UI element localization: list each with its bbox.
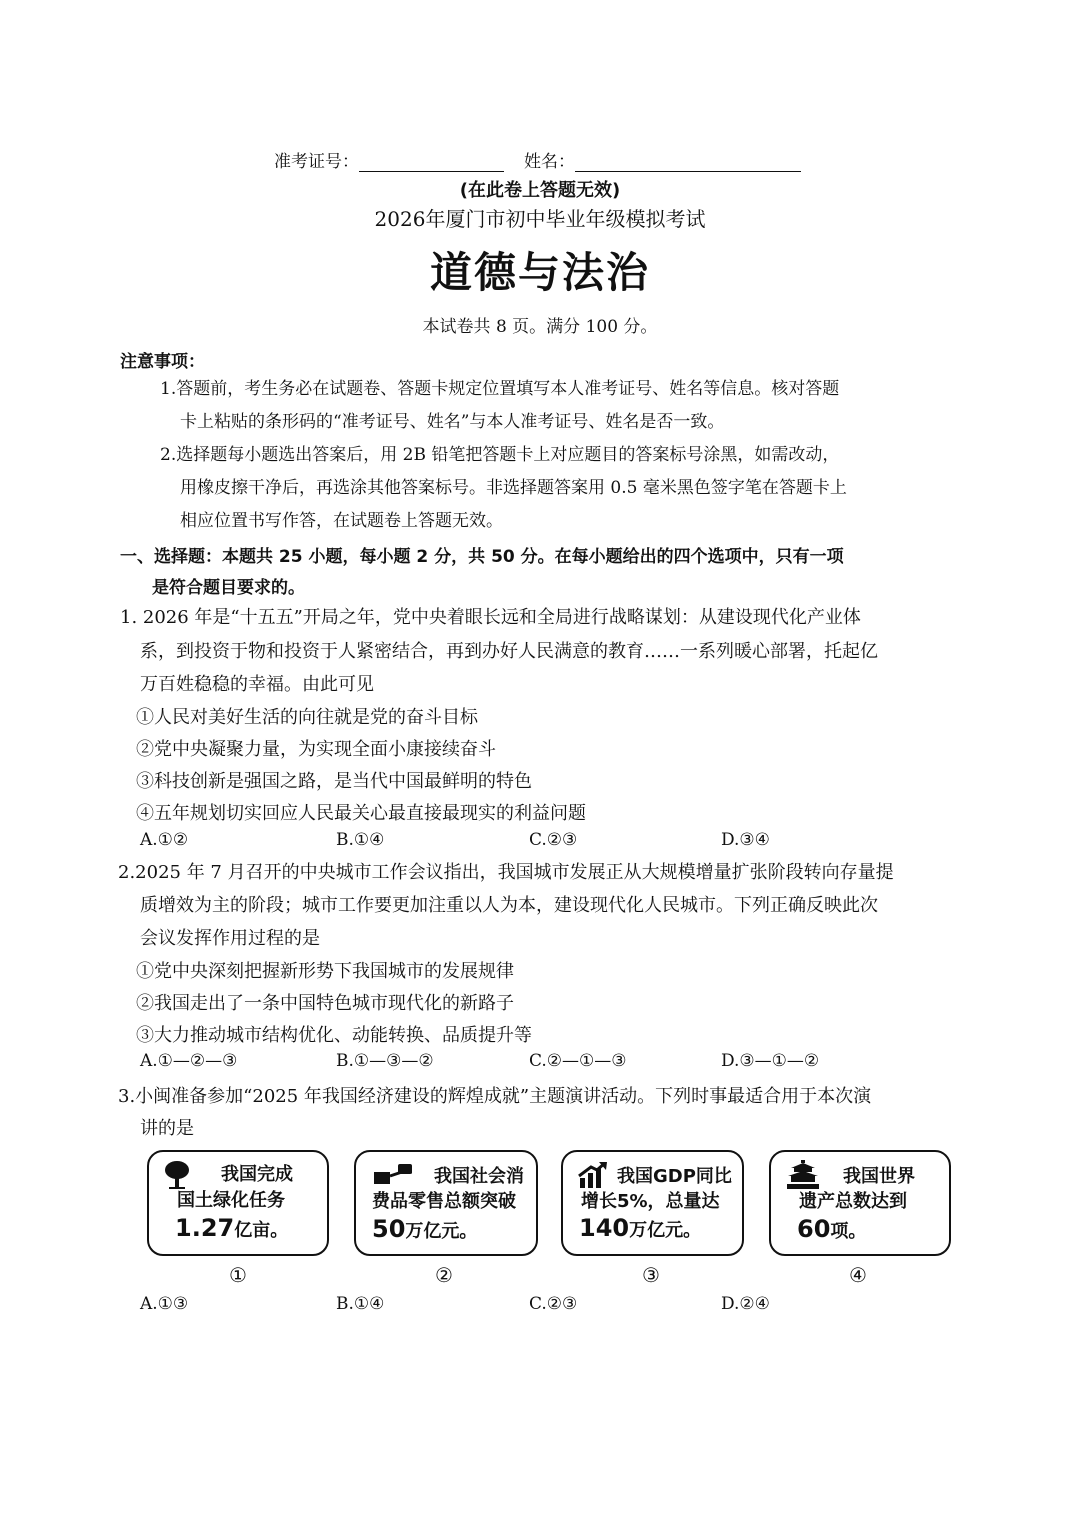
q1-option-a[interactable]: A.①② [140, 830, 189, 850]
q3-card-4-unit: 项。 [830, 1221, 867, 1242]
q3-option-a[interactable]: A.①③ [140, 1294, 189, 1314]
q3-card-1-big: 1.27 [175, 1214, 235, 1242]
q1-statement-2: ②党中央凝聚力量，为实现全面小康接续奋斗 [136, 739, 496, 760]
q3-card-3-line-2: 增长5%，总量达 [581, 1191, 720, 1212]
q3-card-1 [147, 1150, 329, 1256]
q3-card-3-unit: 万亿元。 [629, 1220, 702, 1241]
q3-card-2 [354, 1150, 538, 1256]
q2-stem-3: 会议发挥作用过程的是 [140, 928, 320, 949]
cart-hand-icon [372, 1162, 418, 1186]
note-2-line-3: 相应位置书写作答，在试题卷上答题无效。 [180, 511, 503, 531]
q3-option-d[interactable]: D.②④ [721, 1294, 770, 1314]
invalid-note: (在此卷上答题无效) [459, 180, 621, 201]
note-2-line-1: 2.选择题每小题选出答案后，用 2B 铅笔把答题卡上对应题目的答案标号涂黑，如需改动， [160, 445, 840, 465]
q1-option-d[interactable]: D.③④ [721, 830, 770, 850]
q3-card-4-number: ④ [849, 1263, 867, 1287]
q3-stem-2: 讲的是 [140, 1118, 194, 1139]
q2-option-c[interactable]: C.②—①—③ [529, 1051, 627, 1071]
exam-title: 2026年厦门市初中毕业年级模拟考试 [374, 207, 706, 231]
q2-option-a[interactable]: A.①—②—③ [140, 1051, 238, 1071]
q3-card-1-line-2: 国土绿化任务 [177, 1190, 285, 1211]
growth-chart-icon [577, 1160, 609, 1190]
note-1-line-2: 卡上粘贴的条形码的“准考证号、姓名”与本人准考证号、姓名是否一致。 [180, 412, 725, 432]
q3-card-4 [769, 1150, 951, 1256]
q3-card-3-line-1: 我国GDP同比 [617, 1166, 732, 1187]
name-label: 姓名： [524, 152, 575, 172]
q2-option-b[interactable]: B.①—③—② [336, 1051, 434, 1071]
q2-statement-1: ①党中央深刻把握新形势下我国城市的发展规律 [136, 961, 514, 982]
exam-id-label: 准考证号： [274, 152, 359, 172]
temple-icon [785, 1160, 821, 1190]
subject-title: 道德与法治 [429, 248, 650, 297]
q2-option-d[interactable]: D.③—①—② [721, 1051, 820, 1071]
q3-card-2-line-2: 费品零售总额突破 [372, 1191, 516, 1212]
q3-stem-1: 3.小闽准备参加“2025 年我国经济建设的辉煌成就”主题演讲活动。下列时事最适合用于本次演 [118, 1086, 872, 1107]
q1-statement-1: ①人民对美好生活的向往就是党的奋斗目标 [136, 707, 478, 728]
q3-card-4-big: 60 [797, 1215, 831, 1243]
q3-card-3-big: 140 [579, 1214, 630, 1242]
notes-heading: 注意事项： [120, 352, 205, 372]
q1-statement-4: ④五年规划切实回应人民最关心最直接最现实的利益问题 [136, 803, 586, 824]
q3-card-1-number: ① [229, 1263, 247, 1287]
exam-id-row [274, 147, 504, 172]
exam-id-blank[interactable] [359, 151, 504, 172]
q3-card-3 [561, 1150, 744, 1256]
q1-stem-2: 系，到投资于物和投资于人紧密结合，再到办好人民满意的教育……一系列暖心部署，托起亿 [140, 641, 878, 662]
q2-statement-3: ③大力推动城市结构优化、动能转换、品质提升等 [136, 1025, 532, 1046]
q3-option-c[interactable]: C.②③ [529, 1294, 578, 1314]
q3-option-b[interactable]: B.①④ [336, 1294, 385, 1314]
q1-stem-3: 万百姓稳稳的幸福。由此可见 [140, 674, 374, 695]
name-row [524, 147, 801, 172]
q3-card-1-value [175, 1216, 288, 1243]
q3-card-4-line-1: 我国世界 [843, 1166, 915, 1187]
note-1-line-1: 1.答题前，考生务必在试题卷、答题卡规定位置填写本人准考证号、姓名等信息。核对答题 [160, 379, 840, 399]
q3-card-1-unit: 亿亩。 [234, 1220, 289, 1241]
q3-card-2-line-1: 我国社会消 [434, 1166, 524, 1187]
q1-statement-3: ③科技创新是强国之路，是当代中国最鲜明的特色 [136, 771, 532, 792]
q1-option-b[interactable]: B.①④ [336, 830, 385, 850]
name-blank[interactable] [575, 151, 801, 172]
page-info: 本试卷共 8 页。满分 100 分。 [422, 317, 658, 337]
section-1-line-1: 一、选择题：本题共 25 小题，每小题 2 分，共 50 分。在每小题给出的四个选项中，只有一项 [120, 547, 844, 567]
q1-stem-1: 1. 2026 年是“十五五”开局之年，党中央着眼长远和全局进行战略谋划：从建设现代化产业体 [120, 607, 861, 628]
q1-option-c[interactable]: C.②③ [529, 830, 578, 850]
q3-card-3-value [579, 1216, 701, 1243]
q3-card-4-value [797, 1217, 866, 1244]
q3-card-2-value [372, 1217, 477, 1244]
q3-card-4-line-2: 遗产总数达到 [799, 1191, 907, 1212]
q2-stem-1: 2.2025 年 7 月召开的中央城市工作会议指出，我国城市发展正从大规模增量扩张阶段转向存量提 [118, 862, 894, 883]
section-1-line-2: 是符合题目要求的。 [152, 578, 305, 598]
q3-card-2-unit: 万亿元。 [405, 1221, 478, 1242]
note-2-line-2: 用橡皮擦干净后，再选涂其他答案标号。非选择题答案用 0.5 毫米黑色签字笔在答题卡上 [180, 478, 847, 498]
tree-icon [163, 1160, 191, 1190]
q3-card-3-number: ③ [642, 1263, 660, 1287]
q3-card-2-number: ② [435, 1263, 453, 1287]
q2-stem-2: 质增效为主的阶段；城市工作要更加注重以人为本，建设现代化人民城市。下列正确反映此次 [140, 895, 878, 916]
q3-card-2-big: 50 [372, 1215, 406, 1243]
q2-statement-2: ②我国走出了一条中国特色城市现代化的新路子 [136, 993, 514, 1014]
q3-card-1-line-1: 我国完成 [221, 1164, 293, 1185]
